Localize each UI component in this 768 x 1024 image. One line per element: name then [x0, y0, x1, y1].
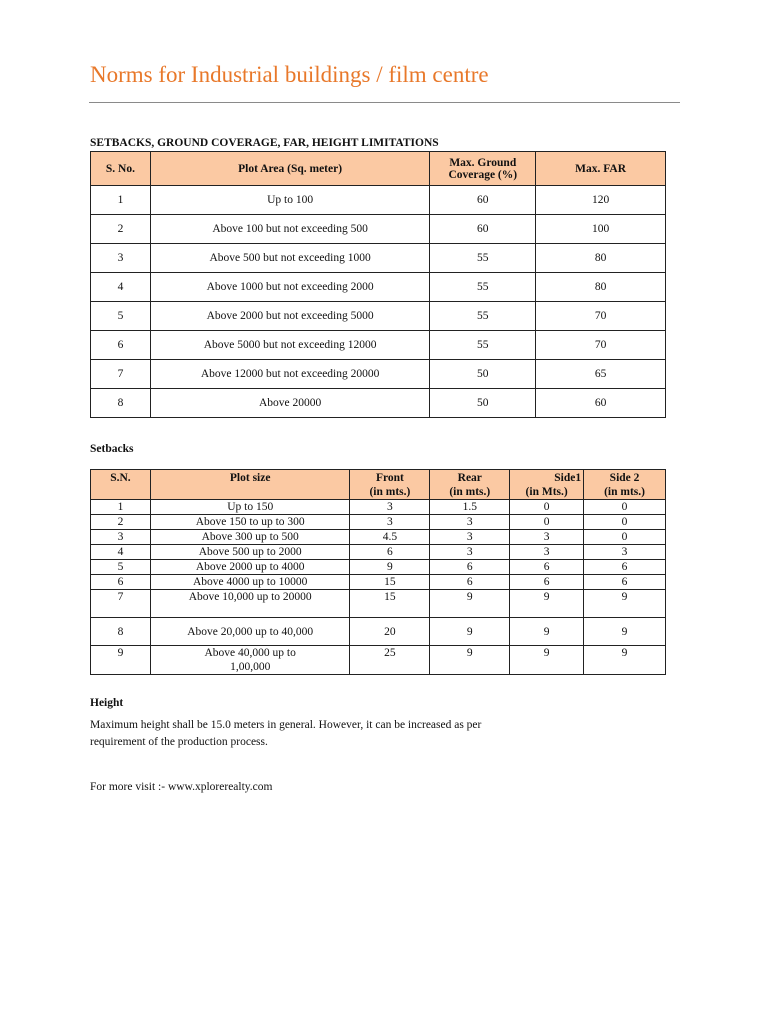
- col-header-plot-size: [150, 470, 350, 500]
- cell: 1.5: [430, 500, 510, 515]
- cell: 3: [91, 530, 151, 545]
- cell: 0: [584, 530, 666, 545]
- cell: Above 1000 but not exceeding 2000: [150, 273, 429, 302]
- cell: 6: [350, 545, 430, 560]
- cell: 1: [91, 186, 151, 215]
- cell: 7: [91, 360, 151, 389]
- header-line: (in mts.): [449, 486, 491, 498]
- cell: 6: [584, 560, 666, 575]
- header-line: Rear: [457, 472, 482, 484]
- cell: 25: [350, 646, 430, 675]
- cell: Above 12000 but not exceeding 20000: [150, 360, 429, 389]
- cell: Above 100 but not exceeding 500: [150, 215, 429, 244]
- col-header-front: [350, 470, 430, 500]
- header-line: (in mts.): [604, 486, 645, 498]
- cell: 9: [584, 590, 666, 618]
- table-row: [91, 575, 666, 590]
- table-row: [91, 302, 666, 331]
- cell: 55: [430, 244, 536, 273]
- section-heading-height: Height: [90, 697, 124, 709]
- cell: 3: [510, 530, 584, 545]
- cell: 3: [430, 530, 510, 545]
- cell: 60: [536, 389, 666, 418]
- cell: 9: [510, 590, 584, 618]
- header-line: Side1: [554, 472, 582, 484]
- cell: 8: [91, 389, 151, 418]
- cell: 9: [584, 618, 666, 646]
- cell: 6: [430, 560, 510, 575]
- cell: Above 500 up to 2000: [150, 545, 350, 560]
- cell-line: Above 40,000 up to: [204, 647, 296, 659]
- cell: 50: [430, 360, 536, 389]
- header-line: (in Mts.): [525, 486, 568, 498]
- cell: Above 2000 but not exceeding 5000: [150, 302, 429, 331]
- col-header-side2: [584, 470, 666, 500]
- cell: Above 150 to up to 300: [150, 515, 350, 530]
- cell: 9: [350, 560, 430, 575]
- cell: 80: [536, 273, 666, 302]
- header-line: Plot size: [229, 472, 271, 484]
- cell: 60: [430, 186, 536, 215]
- setbacks-table: [90, 469, 666, 675]
- col-header-plot-area: Plot Area (Sq. meter): [150, 152, 429, 186]
- cell: 5: [91, 560, 151, 575]
- cell: 65: [536, 360, 666, 389]
- cell: 8: [91, 618, 151, 646]
- cell: 15: [350, 575, 430, 590]
- table-row: [91, 590, 666, 618]
- cell: 9: [510, 646, 584, 675]
- cell: Above 4000 up to 10000: [150, 575, 350, 590]
- table-row: [91, 646, 666, 675]
- cell: 3: [350, 515, 430, 530]
- cell: 9: [584, 646, 666, 675]
- cell: 55: [430, 273, 536, 302]
- cell: 3: [510, 545, 584, 560]
- cell: 0: [510, 500, 584, 515]
- table-row: [91, 618, 666, 646]
- cell: Above 300 up to 500: [150, 530, 350, 545]
- header-line: Coverage (%): [448, 168, 518, 181]
- cell: 2: [91, 215, 151, 244]
- cell: 9: [430, 590, 510, 618]
- cell: 3: [430, 545, 510, 560]
- cell: 20: [350, 618, 430, 646]
- title-divider: [89, 102, 680, 103]
- table-row: [91, 244, 666, 273]
- cell: 15: [350, 590, 430, 618]
- table-row: [91, 215, 666, 244]
- col-header-sno: S. No.: [91, 152, 151, 186]
- cell: 55: [430, 302, 536, 331]
- cell: 3: [350, 500, 430, 515]
- cell: Up to 150: [150, 500, 350, 515]
- cell: 1: [91, 500, 151, 515]
- coverage-far-table: [90, 151, 666, 418]
- cell: 120: [536, 186, 666, 215]
- table-row: [91, 530, 666, 545]
- table-row: [91, 360, 666, 389]
- cell: 7: [91, 590, 151, 618]
- cell: 9: [430, 618, 510, 646]
- section-heading-limitations: SETBACKS, GROUND COVERAGE, FAR, HEIGHT LIMITATIONS: [90, 137, 439, 149]
- table-row: [91, 500, 666, 515]
- table-header-row: [91, 470, 666, 500]
- cell: 4.5: [350, 530, 430, 545]
- header-line: S.N.: [110, 472, 131, 484]
- cell: Above 2000 up to 4000: [150, 560, 350, 575]
- col-header-rear: [430, 470, 510, 500]
- table-header-row: [91, 152, 666, 186]
- cell: 6: [430, 575, 510, 590]
- header-line: Max. Ground: [449, 156, 517, 169]
- cell: 3: [430, 515, 510, 530]
- cell: 4: [91, 545, 151, 560]
- cell: Above 5000 but not exceeding 12000: [150, 331, 429, 360]
- cell: 0: [584, 500, 666, 515]
- section-heading-setbacks: Setbacks: [90, 443, 134, 455]
- col-header-max-ground-coverage: [430, 152, 536, 186]
- table-row: [91, 560, 666, 575]
- cell: 4: [91, 273, 151, 302]
- cell: 60: [430, 215, 536, 244]
- table-row: [91, 515, 666, 530]
- cell: 3: [91, 244, 151, 273]
- cell: Above 10,000 up to 20000: [150, 590, 350, 618]
- header-line: Side 2: [609, 472, 640, 484]
- cell: Above 20000: [150, 389, 429, 418]
- cell: 2: [91, 515, 151, 530]
- cell: 50: [430, 389, 536, 418]
- height-text-line1: Maximum height shall be 15.0 meters in general. However, it can be increased as per: [90, 719, 482, 731]
- table-row: [91, 186, 666, 215]
- cell: 0: [510, 515, 584, 530]
- table-row: [91, 389, 666, 418]
- col-header-max-far: Max. FAR: [536, 152, 666, 186]
- cell: 0: [584, 515, 666, 530]
- cell: 9: [430, 646, 510, 675]
- col-header-side1: [510, 470, 584, 500]
- cell: 6: [510, 575, 584, 590]
- cell: 70: [536, 302, 666, 331]
- footer-link-text: For more visit :- www.xplorerealty.com: [90, 781, 273, 793]
- cell: 6: [91, 331, 151, 360]
- cell: 9: [91, 646, 151, 675]
- header-line: (in mts.): [369, 486, 411, 498]
- cell: 5: [91, 302, 151, 331]
- cell: Above 500 but not exceeding 1000: [150, 244, 429, 273]
- table-row: [91, 331, 666, 360]
- cell: Up to 100: [150, 186, 429, 215]
- header-line: Front: [375, 472, 404, 484]
- cell-line: 1,00,000: [230, 661, 271, 673]
- height-text-line2: requirement of the production process.: [90, 736, 268, 748]
- cell: 80: [536, 244, 666, 273]
- cell: 3: [584, 545, 666, 560]
- cell: 6: [510, 560, 584, 575]
- col-header-sn: [91, 470, 151, 500]
- page-title: Norms for Industrial buildings / film centre: [90, 62, 489, 87]
- cell: 100: [536, 215, 666, 244]
- cell: [150, 646, 350, 675]
- cell: 6: [584, 575, 666, 590]
- cell: 9: [510, 618, 584, 646]
- table-row: [91, 545, 666, 560]
- cell: 55: [430, 331, 536, 360]
- table-row: [91, 273, 666, 302]
- cell: Above 20,000 up to 40,000: [150, 618, 350, 646]
- cell: 70: [536, 331, 666, 360]
- cell: 6: [91, 575, 151, 590]
